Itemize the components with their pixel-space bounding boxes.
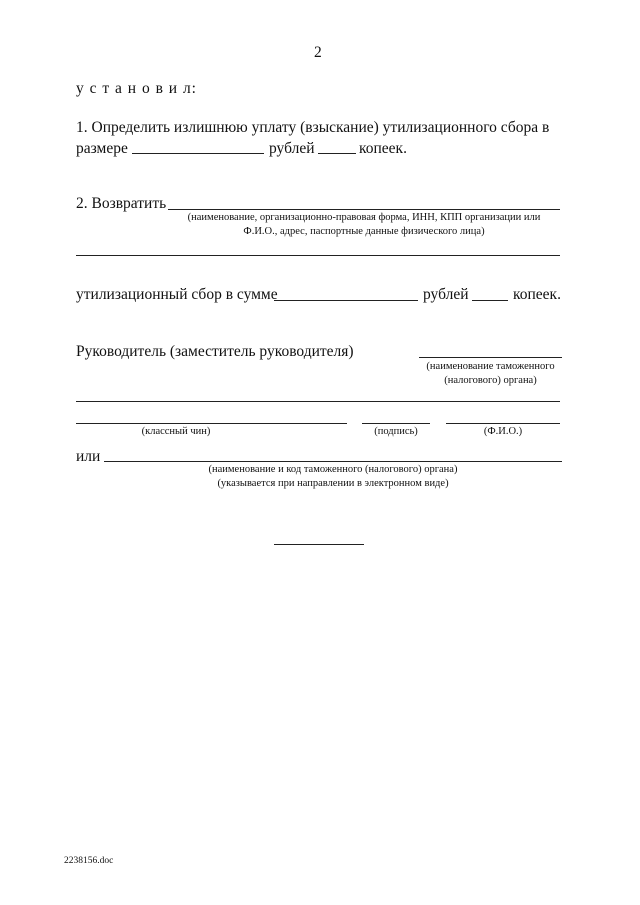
head-blank-line[interactable]	[76, 401, 560, 402]
closing-divider	[274, 544, 364, 545]
sum-kopecks: копеек.	[513, 286, 561, 303]
fio-blank[interactable]	[446, 423, 560, 424]
sum-kopecks-blank[interactable]	[472, 300, 508, 301]
item2-prefix: 2. Возвратить	[76, 195, 167, 212]
item1-amount-blank[interactable]	[132, 153, 264, 154]
doc-code: 2238156.doc	[64, 856, 114, 866]
item1-line1: 1. Определить излишнюю уплату (взыскание) утилизационного сбора в	[76, 119, 550, 136]
head-label: Руководитель (заместитель руководителя)	[76, 343, 354, 360]
or-caption-line1: (наименование и код таможенного (налогового) органа)	[208, 464, 458, 475]
item2-recipient-blank-2[interactable]	[76, 255, 560, 256]
heading-established: у с т а н о в и л:	[76, 80, 197, 97]
rank-blank[interactable]	[76, 423, 347, 424]
head-org-caption-line1: (наименование таможенного	[426, 361, 555, 372]
signature-caption: (подпись)	[374, 426, 418, 437]
signature-blank[interactable]	[362, 423, 430, 424]
or-caption-line2: (указывается при направлении в электронном виде)	[217, 478, 449, 489]
sum-prefix: утилизационный сбор в сумме	[76, 286, 278, 303]
or-authority-blank[interactable]	[104, 461, 562, 462]
fio-caption: (Ф.И.О.)	[483, 426, 523, 437]
head-org-caption-line2: (налогового) органа)	[444, 375, 537, 386]
item1-prefix: размере	[76, 140, 128, 157]
page-number: 2	[314, 44, 322, 61]
or-prefix: или	[76, 448, 101, 465]
item1-kopecks-blank[interactable]	[318, 153, 356, 154]
sum-rubles: рублей	[423, 286, 469, 303]
sum-amount-blank[interactable]	[274, 300, 418, 301]
item1-rubles: рублей	[269, 140, 315, 157]
head-org-blank[interactable]	[419, 357, 562, 358]
rank-caption: (классный чин)	[141, 426, 211, 437]
item2-caption-line2: Ф.И.О., адрес, паспортные данные физического лица)	[243, 226, 485, 237]
item2-caption-line1: (наименование, организационно-правовая форма, ИНН, КПП организации или	[187, 212, 541, 223]
item2-recipient-blank[interactable]	[168, 209, 560, 210]
item1-kopecks: копеек.	[359, 140, 407, 157]
